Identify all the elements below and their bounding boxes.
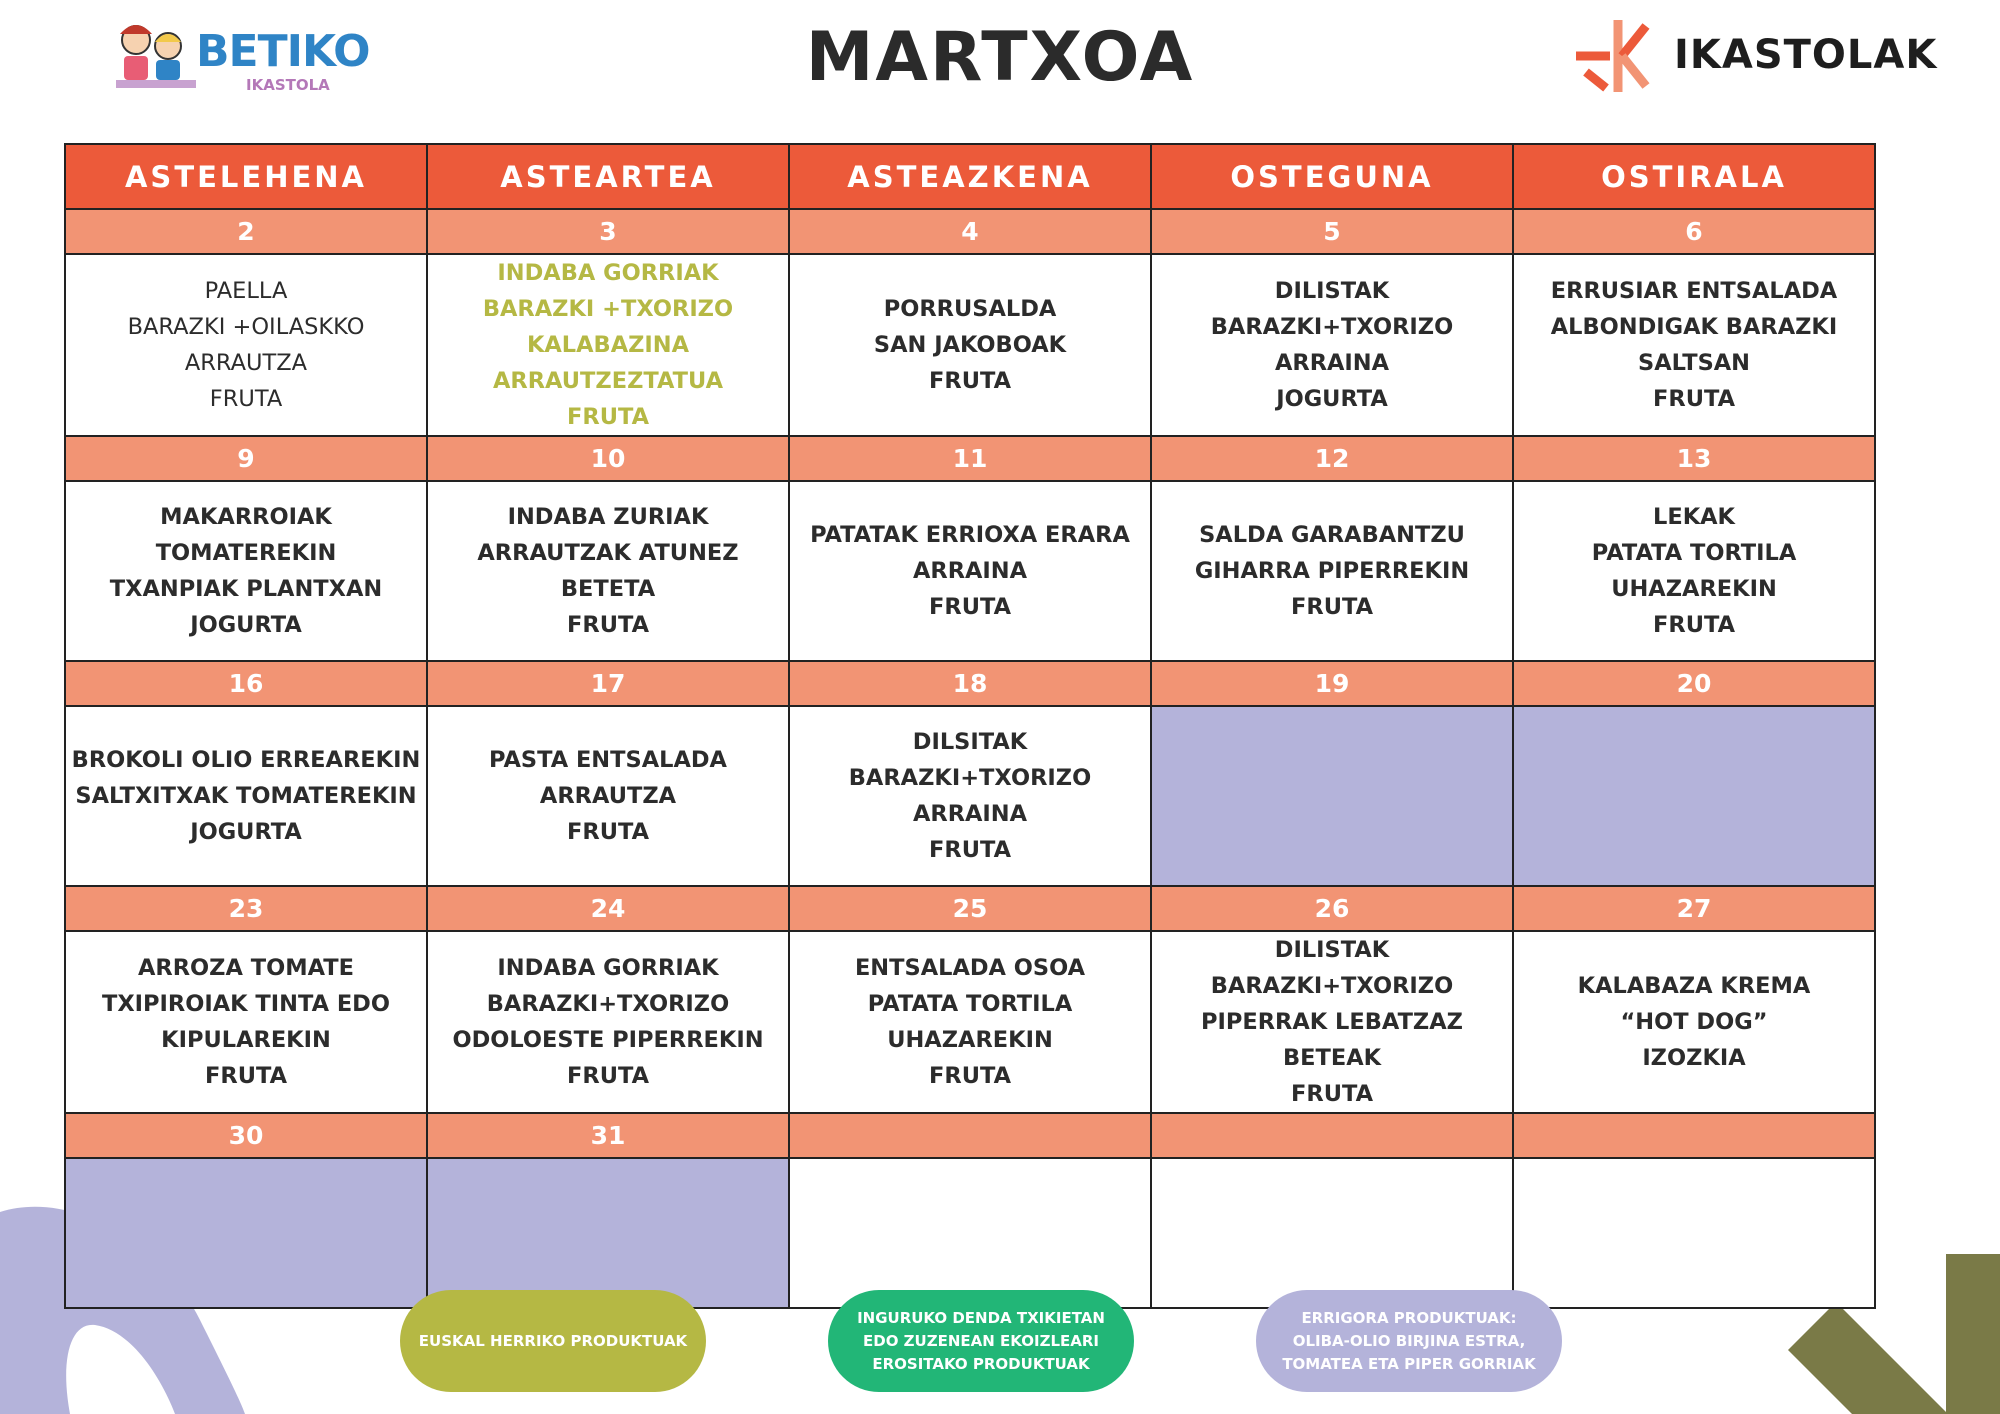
menu-item: MAKARROIAK xyxy=(160,504,332,530)
menu-item: BARAZKI+TXORIZO xyxy=(848,765,1092,791)
menu-item: ARRAINA xyxy=(912,558,1028,584)
menu-item: PATATA TORTILA xyxy=(867,991,1073,1017)
menu-item: UHAZAREKIN xyxy=(1611,576,1777,602)
day-number: 25 xyxy=(789,886,1151,931)
menu-item: BARAZKI+TXORIZO xyxy=(1210,973,1454,999)
menu-item: SAN JAKOBOAK xyxy=(873,332,1067,358)
day-number-row xyxy=(65,209,1875,254)
empty-cell xyxy=(1151,1158,1513,1308)
day-number: 12 xyxy=(1151,436,1513,481)
menu-item: BARAZKI+TXORIZO xyxy=(486,991,730,1017)
menu-item: DILISTAK xyxy=(1274,937,1390,963)
holiday-cell xyxy=(1513,706,1875,886)
day-number: 18 xyxy=(789,661,1151,706)
menu-item: JOGURTA xyxy=(190,819,302,845)
menu-cell xyxy=(427,931,789,1113)
menu-item: BETEAK xyxy=(1282,1045,1382,1071)
menu-item: SALTXITXAK TOMATEREKIN xyxy=(75,783,417,809)
menu-item: UHAZAREKIN xyxy=(887,1027,1053,1053)
menu-item: SALDA GARABANTZU xyxy=(1199,522,1465,548)
day-number-row xyxy=(65,1113,1875,1158)
menu-item: GIHARRA PIPERREKIN xyxy=(1194,558,1470,584)
menu-item: SALTSAN xyxy=(1637,350,1751,376)
menu-cell xyxy=(789,254,1151,436)
menu-item: KALABAZA KREMA xyxy=(1577,973,1811,999)
weekday-header: OSTEGUNA xyxy=(1151,144,1513,209)
menu-item: ARRAUTZEZTATUA xyxy=(492,368,723,394)
day-number: 11 xyxy=(789,436,1151,481)
legend-errigora-products-label: ERRIGORA PRODUKTUAK: OLIBA-OLIO BIRJINA ESTRA, TOMATEA ETA PIPER GORRIAK xyxy=(1282,1308,1536,1373)
menu-cell xyxy=(1513,931,1875,1113)
legend-errigora-products xyxy=(1256,1290,1562,1392)
menu-cell xyxy=(789,481,1151,661)
day-number: 17 xyxy=(427,661,789,706)
day-number: 27 xyxy=(1513,886,1875,931)
menu-item: FRUTA xyxy=(567,612,649,638)
menu-item: ODOLOESTE PIPERREKIN xyxy=(452,1027,764,1053)
page-title: MARTXOA xyxy=(805,18,1195,97)
menu-calendar xyxy=(64,143,1876,1309)
menu-cell xyxy=(1151,931,1513,1113)
day-number-row xyxy=(65,661,1875,706)
day-number xyxy=(1151,1113,1513,1158)
day-number xyxy=(1513,1113,1875,1158)
menu-item: FRUTA xyxy=(1291,1081,1373,1107)
day-number: 4 xyxy=(789,209,1151,254)
menu-item: JOGURTA xyxy=(190,612,302,638)
menu-row xyxy=(65,1158,1875,1308)
menu-item: PATATAK ERRIOXA ERARA xyxy=(810,522,1130,548)
menu-row xyxy=(65,706,1875,886)
menu-item: TXIPIROIAK TINTA EDO xyxy=(101,991,390,1017)
ikastolak-mark-icon xyxy=(1576,18,1666,94)
day-number-row xyxy=(65,436,1875,481)
menu-cell xyxy=(1513,254,1875,436)
menu-item: FRUTA xyxy=(1653,612,1735,638)
menu-cell xyxy=(65,481,427,661)
menu-item: ARRAUTZA xyxy=(539,783,677,809)
day-number: 9 xyxy=(65,436,427,481)
menu-item: TXANPIAK PLANTXAN xyxy=(109,576,383,602)
menu-item: TOMATEREKIN xyxy=(155,540,337,566)
weekday-header-row xyxy=(65,144,1875,209)
day-number: 10 xyxy=(427,436,789,481)
menu-item: BARAZKI+TXORIZO xyxy=(1210,314,1454,340)
menu-cell xyxy=(65,706,427,886)
menu-cell xyxy=(1513,481,1875,661)
menu-item: PASTA ENTSALADA xyxy=(489,747,727,773)
day-number-row xyxy=(65,886,1875,931)
menu-item: BARAZKI +OILASKKO xyxy=(127,314,365,340)
menu-item: ERRUSIAR ENTSALADA xyxy=(1550,278,1838,304)
weekday-header: ASTEAZKENA xyxy=(789,144,1151,209)
menu-item: INDABA GORRIAK xyxy=(497,260,719,286)
menu-cell xyxy=(427,706,789,886)
menu-row xyxy=(65,931,1875,1113)
empty-cell xyxy=(1513,1158,1875,1308)
menu-item: FRUTA xyxy=(567,1063,649,1089)
menu-item: IZOZKIA xyxy=(1642,1045,1746,1071)
menu-item: INDABA ZURIAK xyxy=(507,504,709,530)
holiday-cell xyxy=(427,1158,789,1308)
legend-basque-products xyxy=(400,1290,706,1392)
logo-left-subtitle: IKASTOLA xyxy=(246,76,330,94)
menu-item: PORRUSALDA xyxy=(883,296,1057,322)
day-number: 30 xyxy=(65,1113,427,1158)
logo-right-name: IKASTOLAK xyxy=(1674,32,1938,78)
menu-cell xyxy=(427,254,789,436)
menu-item: KIPULAREKIN xyxy=(161,1027,331,1053)
menu-cell xyxy=(1151,481,1513,661)
weekday-header: OSTIRALA xyxy=(1513,144,1875,209)
logo-left-name: BETIKO xyxy=(196,26,370,77)
menu-item: FRUTA xyxy=(567,404,649,430)
menu-item: FRUTA xyxy=(209,386,283,412)
menu-cell xyxy=(65,931,427,1113)
menu-item: ALBONDIGAK BARAZKI xyxy=(1550,314,1838,340)
menu-item: ARRAUTZAK ATUNEZ xyxy=(477,540,739,566)
menu-item: FRUTA xyxy=(929,1063,1011,1089)
day-number: 19 xyxy=(1151,661,1513,706)
weekday-header: ASTELEHENA xyxy=(65,144,427,209)
holiday-cell xyxy=(1151,706,1513,886)
menu-row xyxy=(65,254,1875,436)
menu-cell xyxy=(427,481,789,661)
day-number: 2 xyxy=(65,209,427,254)
ikastolak-logo xyxy=(1576,18,1938,94)
day-number: 6 xyxy=(1513,209,1875,254)
menu-item: BROKOLI OLIO ERREAREKIN xyxy=(71,747,421,773)
menu-item: ARRAINA xyxy=(1274,350,1390,376)
legend-local-shops-label: INGURUKO DENDA TXIKIETAN EDO ZUZENEAN EKOIZLEARI EROSITAKO PRODUKTUAK xyxy=(857,1308,1105,1373)
menu-item: INDABA GORRIAK xyxy=(497,955,719,981)
menu-item: BARAZKI +TXORIZO xyxy=(482,296,734,322)
menu-item: FRUTA xyxy=(567,819,649,845)
menu-item: ARROZA TOMATE xyxy=(137,955,354,981)
menu-item: FRUTA xyxy=(205,1063,287,1089)
day-number: 26 xyxy=(1151,886,1513,931)
menu-item: ARRAUTZA xyxy=(184,350,308,376)
holiday-cell xyxy=(65,1158,427,1308)
day-number: 16 xyxy=(65,661,427,706)
day-number: 31 xyxy=(427,1113,789,1158)
legend-local-shops xyxy=(828,1290,1134,1392)
menu-cell xyxy=(65,254,427,436)
day-number: 24 xyxy=(427,886,789,931)
menu-item: PATATA TORTILA xyxy=(1591,540,1797,566)
day-number xyxy=(789,1113,1151,1158)
legend-basque-products-label: EUSKAL HERRIKO PRODUKTUAK xyxy=(418,1331,688,1350)
menu-item: FRUTA xyxy=(1653,386,1735,412)
day-number: 5 xyxy=(1151,209,1513,254)
menu-item: BETETA xyxy=(560,576,656,602)
weekday-header: ASTEARTEA xyxy=(427,144,789,209)
menu-item: “HOT DOG” xyxy=(1620,1009,1768,1035)
menu-row xyxy=(65,481,1875,661)
menu-item: ARRAINA xyxy=(912,801,1028,827)
menu-item: ENTSALADA OSOA xyxy=(854,955,1086,981)
day-number: 3 xyxy=(427,209,789,254)
menu-item: FRUTA xyxy=(929,837,1011,863)
menu-item: DILISTAK xyxy=(1274,278,1390,304)
menu-item: PIPERRAK LEBATZAZ xyxy=(1201,1009,1463,1035)
day-number: 13 xyxy=(1513,436,1875,481)
menu-item: FRUTA xyxy=(1291,594,1373,620)
day-number: 20 xyxy=(1513,661,1875,706)
menu-cell xyxy=(1151,254,1513,436)
menu-item: DILSITAK xyxy=(912,729,1028,755)
menu-item: FRUTA xyxy=(929,594,1011,620)
menu-cell xyxy=(789,931,1151,1113)
menu-item: KALABAZINA xyxy=(526,332,690,358)
menu-item: PAELLA xyxy=(204,278,288,304)
menu-item: LEKAK xyxy=(1653,504,1735,530)
menu-item: JOGURTA xyxy=(1276,386,1388,412)
menu-cell xyxy=(789,706,1151,886)
menu-item: FRUTA xyxy=(929,368,1011,394)
day-number: 23 xyxy=(65,886,427,931)
empty-cell xyxy=(789,1158,1151,1308)
